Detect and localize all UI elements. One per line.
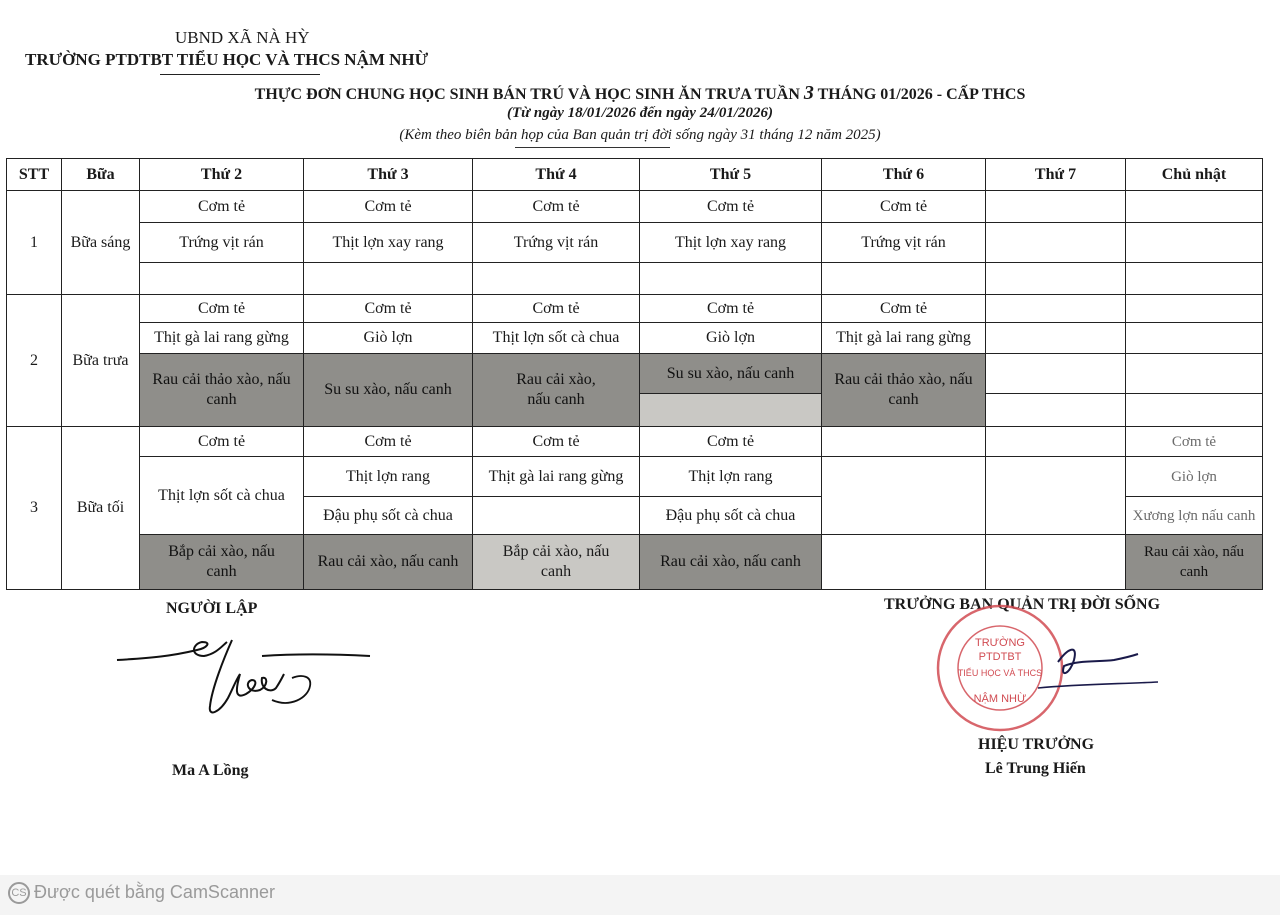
dish-cell: Cơm tẻ xyxy=(822,191,986,223)
empty-cell xyxy=(822,427,986,457)
dish-cell: Giò lợn xyxy=(1126,457,1263,497)
dish-cell: Cơm tẻ xyxy=(640,191,822,223)
empty-cell xyxy=(822,457,986,535)
dish-cell: Trứng vịt rán xyxy=(822,223,986,263)
empty-cell xyxy=(473,263,640,295)
dish-cell: Rau cải xào, nấu canh xyxy=(304,535,473,590)
dish-cell: Su su xào, nấu canh xyxy=(640,354,822,394)
empty-cell xyxy=(822,263,986,295)
dish-cell: Cơm tẻ xyxy=(140,427,304,457)
empty-cell xyxy=(304,263,473,295)
dish-cell: Đậu phụ sốt cà chua xyxy=(640,497,822,535)
preparer-name: Ma A Lồng xyxy=(172,762,249,779)
col-thu4: Thứ 4 xyxy=(473,159,640,191)
empty-cell xyxy=(1126,295,1263,323)
dish-cell: Rau cải xào, nấu canh xyxy=(1126,535,1263,590)
dish-cell: Xương lợn nấu canh xyxy=(1126,497,1263,535)
dish-cell: Cơm tẻ xyxy=(1126,427,1263,457)
empty-cell xyxy=(986,354,1126,394)
col-thu5: Thứ 5 xyxy=(640,159,822,191)
title-part-2: THÁNG 01/2026 - CẤP THCS xyxy=(813,86,1026,103)
dish-cell: Giò lợn xyxy=(640,323,822,354)
table-row xyxy=(7,223,1263,263)
stamp-line-4: NẬM NHỪ xyxy=(973,693,1027,705)
header-row xyxy=(7,159,1263,191)
dish-cell: Cơm tẻ xyxy=(140,191,304,223)
menu-table xyxy=(6,158,1263,590)
dish-cell: Rau cải xào, nấu canh xyxy=(473,354,640,427)
empty-cell xyxy=(1126,394,1263,427)
empty-cell xyxy=(986,323,1126,354)
camscanner-footer xyxy=(8,882,275,904)
empty-cell xyxy=(1126,191,1263,223)
dish-cell: Cơm tẻ xyxy=(640,295,822,323)
dish-cell: Cơm tẻ xyxy=(473,295,640,323)
dish-cell: Rau cải xào, nấu canh xyxy=(640,535,822,590)
dish-cell: Thịt lợn sốt cà chua xyxy=(473,323,640,354)
table-row xyxy=(7,191,1263,223)
empty-cell xyxy=(140,263,304,295)
camscanner-logo-icon: CS xyxy=(8,882,30,904)
note-underline xyxy=(515,147,670,148)
empty-cell xyxy=(986,535,1126,590)
dish-cell: Thịt gà lai rang gừng xyxy=(473,457,640,497)
dish-cell: Thịt gà lai rang gừng xyxy=(822,323,986,354)
school-name: TRƯỜNG PTDTBT TIỂU HỌC VÀ THCS NẬM NHỪ xyxy=(25,50,429,69)
table-row xyxy=(7,427,1263,457)
dish-cell: Giò lợn xyxy=(304,323,473,354)
preparer-signature xyxy=(112,628,382,738)
dish-cell: Thịt gà lai rang gừng xyxy=(140,323,304,354)
dish-cell: Thịt lợn rang xyxy=(304,457,473,497)
col-thu2: Thứ 2 xyxy=(140,159,304,191)
empty-cell xyxy=(1126,223,1263,263)
dish-cell: Bắp cải xào, nấu canh xyxy=(140,535,304,590)
empty-cell xyxy=(986,223,1126,263)
table-row xyxy=(7,354,1263,394)
shaded-empty-cell xyxy=(640,394,822,427)
empty-cell xyxy=(986,191,1126,223)
table-row xyxy=(7,323,1263,354)
col-thu3: Thứ 3 xyxy=(304,159,473,191)
title-part-1: THỰC ĐƠN CHUNG HỌC SINH BÁN TRÚ VÀ HỌC SINH ĂN TRƯA TUẦN xyxy=(254,86,804,103)
table-row xyxy=(7,295,1263,323)
empty-cell xyxy=(986,427,1126,457)
stt-cell: 2 xyxy=(7,295,62,427)
principal-name: Lê Trung Hiến xyxy=(985,760,1086,777)
dish-cell: Rau cải thảo xào, nấu canh xyxy=(140,354,304,427)
dish-cell: Cơm tẻ xyxy=(304,191,473,223)
dish-cell: Thịt lợn xay rang xyxy=(304,223,473,263)
stt-cell: 3 xyxy=(7,427,62,590)
dish-cell: Trứng vịt rán xyxy=(473,223,640,263)
empty-cell xyxy=(986,457,1126,535)
empty-cell xyxy=(1126,354,1263,394)
col-thu6: Thứ 6 xyxy=(822,159,986,191)
dish-cell: Thịt lợn sốt cà chua xyxy=(140,457,304,535)
principal-role: HIỆU TRƯỞNG xyxy=(978,736,1095,753)
dish-cell: Cơm tẻ xyxy=(304,427,473,457)
dish-cell: Rau cải thảo xào, nấu canh xyxy=(822,354,986,427)
menu-title xyxy=(0,82,1280,105)
dish-cell: Thịt lợn rang xyxy=(640,457,822,497)
stamp-line-3: TIỂU HỌC VÀ THCS xyxy=(957,668,1043,678)
meal-name: Bữa sáng xyxy=(62,191,140,295)
empty-cell xyxy=(1126,263,1263,295)
stamp-line-2: PTDTBT xyxy=(978,651,1022,663)
dish-cell: Bắp cải xào, nấu canh xyxy=(473,535,640,590)
dish-cell: Đậu phụ sốt cà chua xyxy=(304,497,473,535)
empty-cell xyxy=(1126,323,1263,354)
empty-cell xyxy=(986,394,1126,427)
col-bua: Bữa xyxy=(62,159,140,191)
empty-cell xyxy=(640,263,822,295)
footer-text: Được quét bằng CamScanner xyxy=(34,882,275,902)
dish-cell: Trứng vịt rán xyxy=(140,223,304,263)
col-chu-nhat: Chủ nhật xyxy=(1126,159,1263,191)
dish-cell: Cơm tẻ xyxy=(140,295,304,323)
dish-cell: Thịt lợn xay rang xyxy=(640,223,822,263)
table-row xyxy=(7,535,1263,590)
empty-cell xyxy=(473,497,640,535)
week-number: 3 xyxy=(803,82,814,104)
stamp-line-1: TRƯỜNG xyxy=(975,637,1025,649)
meeting-note: (Kèm theo biên bản họp của Ban quản trị đời sống ngày 31 tháng 12 năm 2025) xyxy=(399,127,881,143)
empty-cell xyxy=(986,263,1126,295)
col-stt: STT xyxy=(7,159,62,191)
table-row xyxy=(7,457,1263,497)
table-row xyxy=(7,263,1263,295)
meal-name: Bữa trưa xyxy=(62,295,140,427)
dish-cell: Cơm tẻ xyxy=(473,191,640,223)
school-underline xyxy=(160,74,320,75)
empty-cell xyxy=(986,295,1126,323)
dish-cell: Cơm tẻ xyxy=(822,295,986,323)
dish-cell: Cơm tẻ xyxy=(304,295,473,323)
stt-cell: 1 xyxy=(7,191,62,295)
date-range: (Từ ngày 18/01/2026 đến ngày 24/01/2026) xyxy=(506,105,774,121)
preparer-title: NGƯỜI LẬP xyxy=(166,600,258,617)
dish-cell: Cơm tẻ xyxy=(640,427,822,457)
dish-cell: Cơm tẻ xyxy=(473,427,640,457)
org-name: UBND XÃ NÀ HỲ xyxy=(175,28,310,47)
dish-cell: Su su xào, nấu canh xyxy=(304,354,473,427)
school-stamp xyxy=(928,604,1168,734)
empty-cell xyxy=(822,535,986,590)
meal-name: Bữa tối xyxy=(62,427,140,590)
manager-title: TRƯỞNG BAN QUẢN TRỊ ĐỜI SỐNG xyxy=(884,596,1161,613)
col-thu7: Thứ 7 xyxy=(986,159,1126,191)
